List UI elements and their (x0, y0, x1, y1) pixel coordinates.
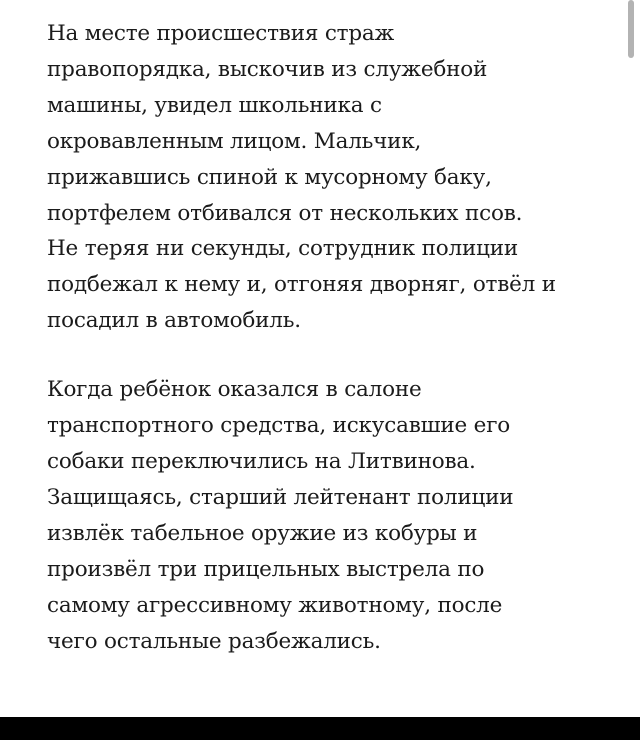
text-line: портфелем отбивался от нескольких псов. (47, 200, 523, 226)
article-body (47, 16, 607, 659)
text-line: окровавленным лицом. Мальчик, (47, 128, 422, 154)
text-line: чего остальные разбежались. (47, 628, 381, 654)
text-line: правопорядка, выскочив из служебной (47, 56, 488, 82)
text-line: машины, увидел школьника с (47, 92, 382, 118)
text-line: На месте происшествия страж (47, 21, 395, 46)
text-line: извлёк табельное оружие из кобуры и (47, 520, 478, 546)
text-line: транспортного средства, искусавшие его (47, 413, 511, 439)
paragraph-2 (47, 372, 607, 659)
text-line: посадил в автомобиль. (47, 308, 301, 334)
text-line: собаки переключились на Литвинова. (47, 448, 476, 474)
text-line: подбежал к нему и, отгоняя дворняг, отвёл и (47, 272, 556, 298)
text-line: самому агрессивному животному, после (47, 592, 503, 618)
bottom-bar (0, 717, 640, 740)
text-line: прижавшись спиной к мусорному баку, (47, 164, 492, 190)
text-line: Когда ребёнок оказался в салоне (47, 377, 422, 403)
paragraph-1 (47, 16, 607, 339)
scrollbar-thumb[interactable] (628, 0, 634, 58)
text-line: произвёл три прицельных выстрела по (47, 556, 485, 582)
text-line: Не теряя ни секунды, сотрудник полиции (47, 236, 518, 262)
text-line: Защищаясь, старший лейтенант полиции (47, 484, 514, 510)
